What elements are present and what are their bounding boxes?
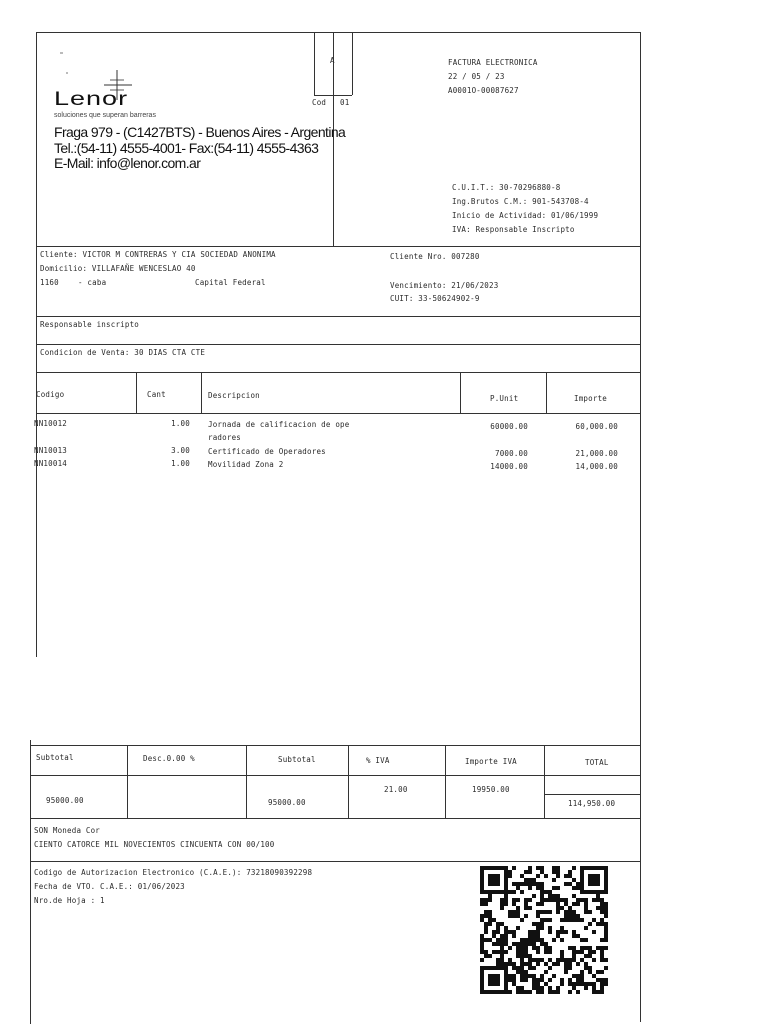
letter-box-right [352, 32, 353, 95]
row-cant: 1.00 [171, 419, 190, 428]
sale-condition: Condicion de Venta: 30 DIAS CTA CTE [40, 348, 206, 357]
cod-value: 01 [340, 98, 350, 107]
cod-label: Cod [312, 98, 327, 107]
row-cant: 3.00 [171, 446, 190, 455]
row-codigo: NN10014 [34, 459, 68, 468]
scan-speck [60, 52, 63, 54]
line-client-bottom [36, 316, 641, 317]
totals-mid [30, 775, 641, 776]
total-cell-line [544, 794, 641, 795]
row-punit: 7000.00 [494, 449, 528, 458]
row-importe: 14,000.00 [575, 462, 618, 471]
doc-letter: A [330, 56, 335, 65]
doc-date: 22 / 05 / 23 [448, 72, 505, 81]
importe-iva-value: 19950.00 [472, 785, 510, 794]
border-left-lower [30, 740, 31, 1024]
letter-box-left [314, 32, 315, 95]
issuer-inicio: Inicio de Actividad: 01/06/1999 [452, 211, 599, 220]
tot-div-4 [445, 745, 446, 818]
totals-bottom [30, 818, 641, 819]
tot-div-5 [544, 745, 545, 818]
col-div-1 [136, 372, 137, 413]
row-importe: 21,000.00 [575, 449, 618, 458]
header-cant: Cant [147, 390, 166, 399]
doc-number: A0001O-00087627 [448, 86, 519, 95]
client-locality: - caba [78, 278, 107, 287]
letter-box-bottom [314, 95, 352, 96]
row-desc-cont: radores [208, 433, 242, 442]
issuer-cuit: C.U.I.T.: 30-70296880-8 [452, 183, 561, 192]
border-top [36, 32, 641, 33]
row-desc: Movilidad Zona 2 [208, 460, 284, 469]
line-items-header-bottom [36, 413, 641, 414]
col-div-3 [460, 372, 461, 413]
row-importe: 60,000.00 [575, 422, 618, 431]
subtotal-value: 95000.00 [46, 796, 84, 805]
company-slogan: soluciones que superan barreras [54, 112, 156, 119]
client-address: Domicilio: VILLAFAÑE WENCESLAO 40 [40, 264, 196, 273]
row-cant: 1.00 [171, 459, 190, 468]
client-cuit: CUIT: 33-50624902-9 [390, 294, 480, 303]
client-cp: 1160 [40, 278, 59, 287]
cae-code: Codigo de Autorizacion Electronico (C.A.E.): 73218090392298 [34, 868, 313, 877]
iva-condition: Responsable inscripto [40, 320, 140, 329]
discount-label: Desc.0.00 % [143, 754, 195, 763]
client-name: Cliente: VICTOR M CONTRERAS Y CIA SOCIEDAD ANONIMA [40, 250, 276, 259]
border-right [640, 32, 641, 1022]
row-desc: Certificado de Operadores [208, 447, 326, 456]
header-descripcion: Descripcion [208, 391, 260, 400]
tot-div-2 [246, 745, 247, 818]
row-codigo: NN10012 [34, 419, 68, 428]
cae-expiry: Fecha de VTO. C.A.E.: 01/06/2023 [34, 882, 185, 891]
logo-wordmark: Lenor [54, 87, 129, 110]
col-div-2 [201, 372, 202, 413]
son-bottom [30, 861, 641, 862]
row-desc: Jornada de calificacion de ope [208, 420, 350, 429]
tot-div-1 [127, 745, 128, 818]
col-div-4 [546, 372, 547, 413]
row-punit: 60000.00 [490, 422, 528, 431]
totals-top [30, 745, 641, 746]
subtotal2-label: Subtotal [278, 755, 316, 764]
subtotal2-value: 95000.00 [268, 798, 306, 807]
header-codigo: Codigo [36, 390, 65, 399]
line-cond-bottom [36, 344, 641, 345]
client-province: Capital Federal [195, 278, 266, 287]
tot-div-3 [348, 745, 349, 818]
issuer-iva: IVA: Responsable Inscripto [452, 225, 575, 234]
due-date: Vencimiento: 21/06/2023 [390, 281, 499, 290]
header-importe: Importe [574, 394, 608, 403]
iva-pct-value: 21.00 [384, 785, 408, 794]
son-currency: SON Moneda Cor [34, 826, 101, 835]
row-codigo: NN10013 [34, 446, 68, 455]
row-punit: 14000.00 [490, 462, 528, 471]
total-value: 114,950.00 [568, 799, 616, 808]
issuer-ingbrutos: Ing.Brutos C.M.: 901-543708-4 [452, 197, 589, 206]
son-amount-words: CIENTO CATORCE MIL NOVECIENTOS CINCUENTA CON 00/100 [34, 840, 275, 849]
doc-type: FACTURA ELECTRONICA [448, 58, 538, 67]
iva-pct-label: % IVA [366, 756, 390, 765]
company-address: Fraga 979 - (C1427BTS) - Buenos Aires - Argentina [54, 124, 346, 140]
line-client-top [36, 246, 641, 247]
sheet-number: Nro.de Hoja : 1 [34, 896, 105, 905]
company-phone: Tel.:(54-11) 4555-4001- Fax:(54-11) 4555-4363 [54, 140, 319, 156]
qr-code-icon [480, 866, 608, 994]
header-punit: P.Unit [490, 394, 519, 403]
client-number: Cliente Nro. 007280 [390, 252, 480, 261]
company-email: E-Mail: info@lenor.com.ar [54, 155, 201, 171]
scan-speck [66, 72, 68, 74]
total-label: TOTAL [585, 758, 609, 767]
importe-iva-label: Importe IVA [465, 757, 517, 766]
line-items-top [36, 372, 641, 373]
subtotal-label: Subtotal [36, 753, 74, 762]
